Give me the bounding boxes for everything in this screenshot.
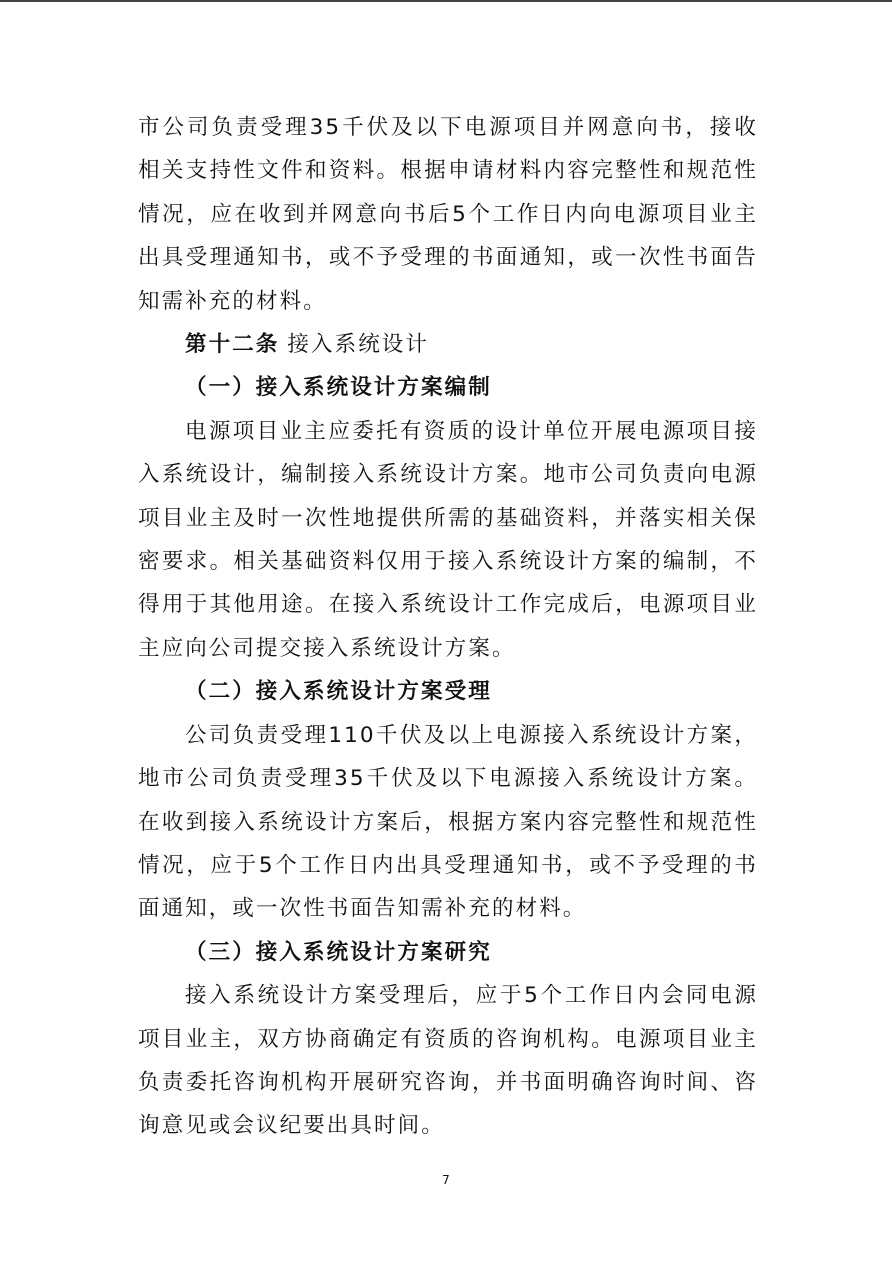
section-3-body: 接入系统设计方案受理后，应于5个工作日内会同电源项目业主，双方协商确定有资质的咨询机构。电源项目业主负责委托咨询机构开展研究咨询，并书面明确咨询时间、咨询意见或会议纪要出具时间。 xyxy=(138,983,758,1139)
section-1-body: 电源项目业主应委托有资质的设计单位开展电源项目接入系统设计，编制接入系统设计方案。地市公司负责向电源项目业主及时一次性地提供所需的基础资料，并落实相关保密要求。相关基础资料仅用于接入系统设计方案的编制，不得用于其他用途。在接入系统设计工作完成后，电源项目业主应向公司提交接入系统设计方案。 xyxy=(138,418,758,661)
top-border-line xyxy=(0,0,892,2)
section-3-heading: （三）接入系统设计方案研究 xyxy=(185,939,492,965)
section-1-heading: （一）接入系统设计方案编制 xyxy=(185,375,492,401)
page-number: 7 xyxy=(442,1173,450,1187)
intro-paragraph: 市公司负责受理35千伏及以下电源项目并网意向书，接收相关支持性文件和资料。根据申请材料内容完整性和规范性情况，应在收到并网意向书后5个工作日内向电源项目业主出具受理通知书，或不予受理的书面通知，或一次性书面告知需补充的材料。 xyxy=(138,115,758,314)
article-number: 第十二条 xyxy=(185,332,280,358)
article-heading xyxy=(138,323,758,366)
article-title: 接入系统设计 xyxy=(287,332,430,358)
section-2-body: 公司负责受理110千伏及以上电源接入系统设计方案，地市公司负责受理35千伏及以下电源接入系统设计方案。在收到接入系统设计方案后，根据方案内容完整性和规范性情况，应于5个工作日内出具受理通知书，或不予受理的书面通知，或一次性书面告知需补充的材料。 xyxy=(138,722,758,922)
section-2-heading: （二）接入系统设计方案受理 xyxy=(185,679,492,705)
document-page-body xyxy=(138,106,758,1148)
